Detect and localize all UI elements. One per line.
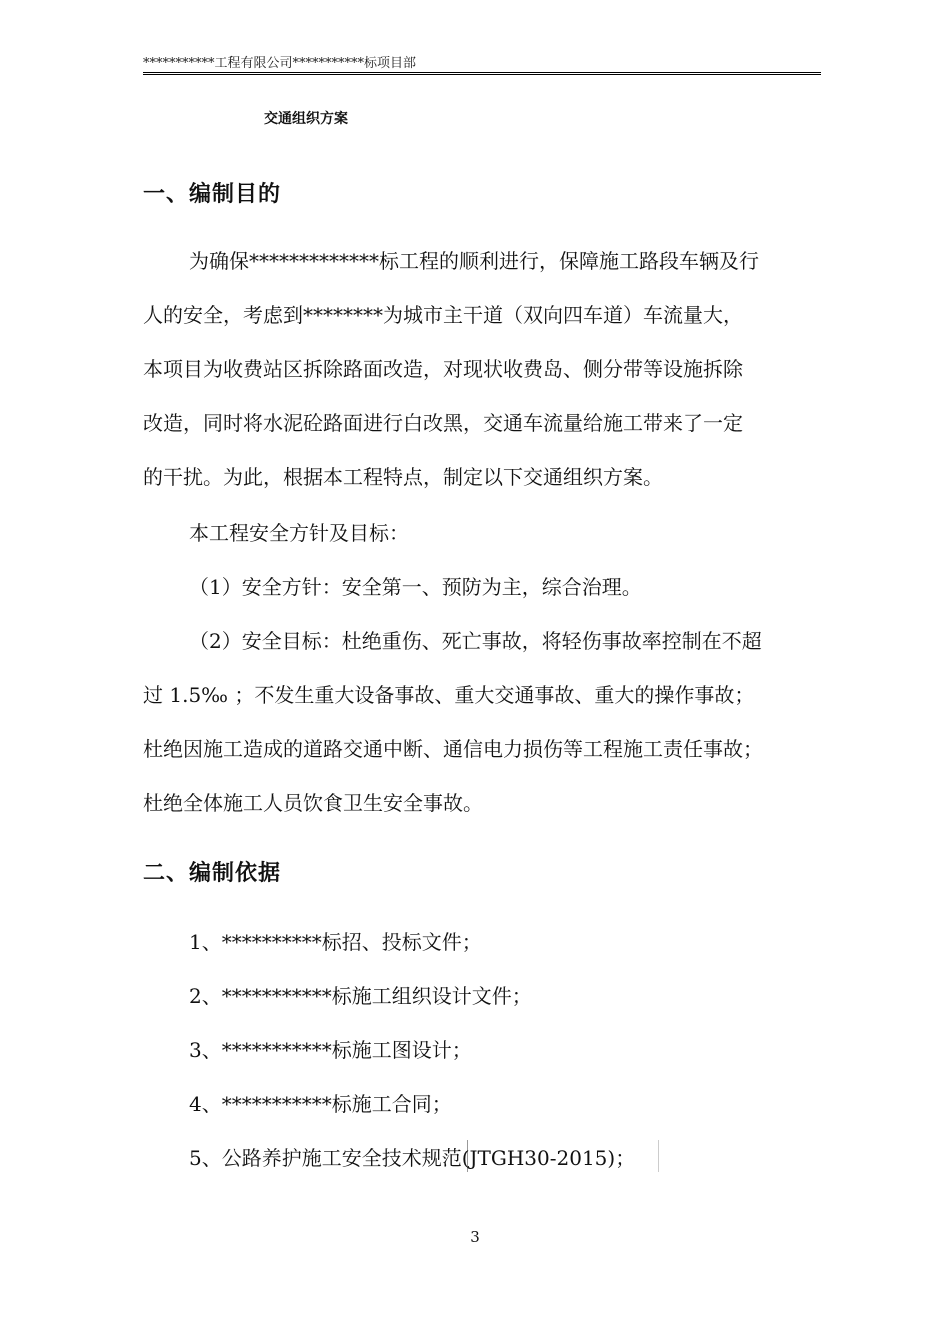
goal-line-2: 过 1.5‰ ；不发生重大设备事故、重大交通事故、重大的操作事故； <box>143 683 755 707</box>
basis-item-5: 5、公路养护施工安全技术规范(JTGH30-2015)； <box>189 1146 636 1170</box>
purpose-line-3: 本项目为收费站区拆除路面改造，对现状收费岛、侧分带等设施拆除 <box>143 357 743 381</box>
header-divider <box>143 74 821 75</box>
basis-item-2: 2、***********标施工组织设计文件； <box>189 984 532 1008</box>
purpose-line-2: 人的安全，考虑到********为城市主干道（双向四车道）车流量大， <box>143 303 743 327</box>
goal-line-4: 杜绝全体施工人员饮食卫生安全事故。 <box>143 791 483 815</box>
purpose-line-1: 为确保*************标工程的顺利进行，保障施工路段车辆及行 <box>189 249 759 273</box>
page-number: 3 <box>470 1228 480 1246</box>
document-title: 交通组织方案 <box>264 111 348 127</box>
basis-item-4: 4、***********标施工合同； <box>189 1092 452 1116</box>
goal-line-3: 杜绝因施工造成的道路交通中断、通信电力损伤等工程施工责任事故； <box>143 737 763 761</box>
basis-item-1: 1、**********标招、投标文件； <box>189 930 482 954</box>
section-heading-basis: 二、编制依据 <box>143 861 282 886</box>
goal-line-1: （2）安全目标：杜绝重伤、死亡事故，将轻伤事故率控制在不超 <box>189 629 762 653</box>
section-heading-purpose: 一、编制目的 <box>143 182 282 207</box>
page-header: ***********工程有限公司***********标项目部 <box>143 56 821 73</box>
policy-intro: 本工程安全方针及目标： <box>189 521 409 545</box>
purpose-line-5: 的干扰。为此，根据本工程特点，制定以下交通组织方案。 <box>143 465 663 489</box>
basis-item-3: 3、***********标施工图设计； <box>189 1038 472 1062</box>
policy-item-1: （1）安全方针：安全第一、预防为主，综合治理。 <box>189 575 642 599</box>
purpose-line-4: 改造，同时将水泥砼路面进行白改黑，交通车流量给施工带来了一定 <box>143 411 743 435</box>
